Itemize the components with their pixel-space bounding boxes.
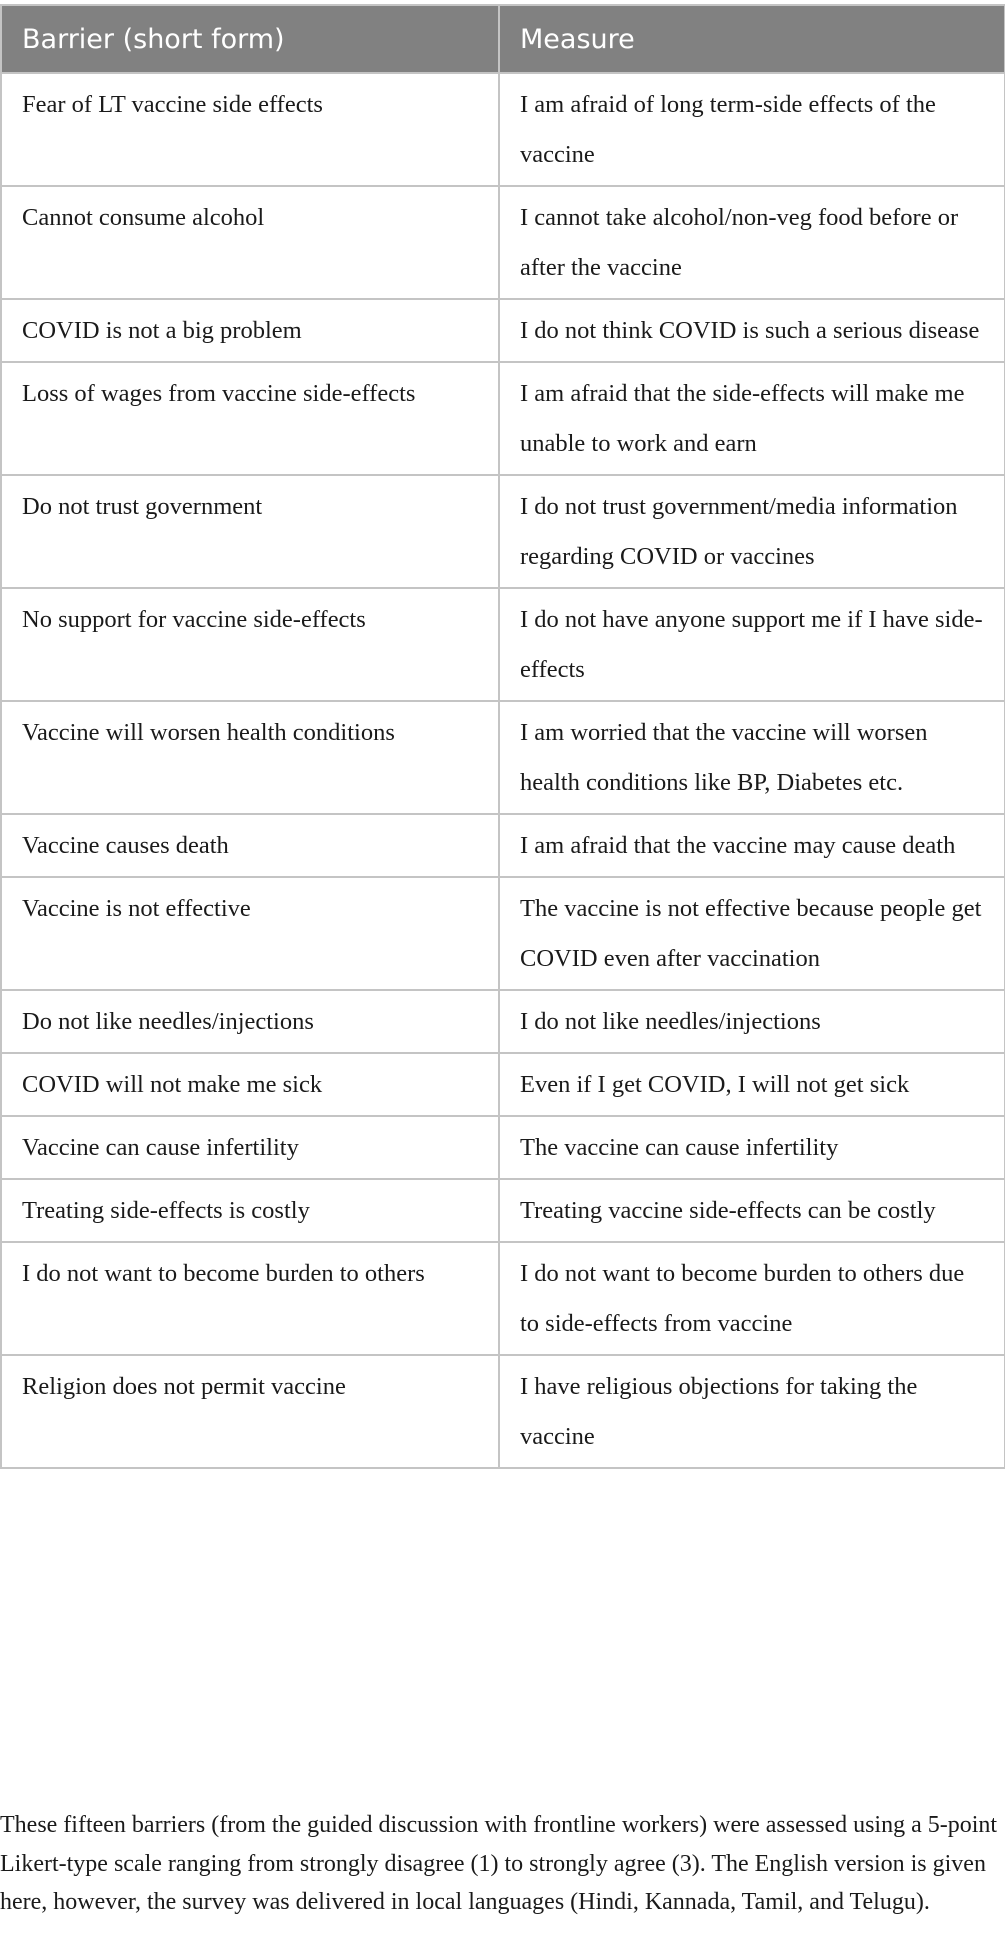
measure-cell: I do not trust government/media information regarding COVID or vaccines	[499, 475, 1005, 588]
table-row	[1, 299, 1005, 362]
table-row	[1, 814, 1005, 877]
barriers-table	[0, 4, 1005, 1469]
measure-cell: The vaccine can cause infertility	[499, 1116, 1005, 1179]
column-header-barrier: Barrier (short form)	[1, 5, 499, 73]
barrier-cell: COVID will not make me sick	[1, 1053, 499, 1116]
table-header-row	[1, 5, 1005, 73]
barrier-cell: Loss of wages from vaccine side-effects	[1, 362, 499, 475]
measure-cell: I am afraid of long term-side effects of the vaccine	[499, 73, 1005, 186]
table-row	[1, 588, 1005, 701]
measure-cell: I do not like needles/injections	[499, 990, 1005, 1053]
table-row	[1, 1179, 1005, 1242]
table-row	[1, 475, 1005, 588]
barrier-cell: Vaccine causes death	[1, 814, 499, 877]
barrier-cell: I do not want to become burden to others	[1, 1242, 499, 1355]
measure-cell: Treating vaccine side-effects can be costly	[499, 1179, 1005, 1242]
measure-cell: I am worried that the vaccine will worsen health conditions like BP, Diabetes etc.	[499, 701, 1005, 814]
barrier-cell: Fear of LT vaccine side effects	[1, 73, 499, 186]
table-row	[1, 186, 1005, 299]
measure-cell: I am afraid that the side-effects will make me unable to work and earn	[499, 362, 1005, 475]
measure-cell: Even if I get COVID, I will not get sick	[499, 1053, 1005, 1116]
table-row	[1, 362, 1005, 475]
table-row	[1, 990, 1005, 1053]
table-row	[1, 1053, 1005, 1116]
barrier-cell: Vaccine can cause infertility	[1, 1116, 499, 1179]
measure-cell: I do not have anyone support me if I have side-effects	[499, 588, 1005, 701]
measure-cell: I am afraid that the vaccine may cause death	[499, 814, 1005, 877]
barrier-cell: Do not like needles/injections	[1, 990, 499, 1053]
barrier-cell: Treating side-effects is costly	[1, 1179, 499, 1242]
barrier-cell: No support for vaccine side-effects	[1, 588, 499, 701]
measure-cell: I do not want to become burden to others due to side-effects from vaccine	[499, 1242, 1005, 1355]
measure-cell: I have religious objections for taking the vaccine	[499, 1355, 1005, 1468]
table-row	[1, 1116, 1005, 1179]
barrier-cell: Religion does not permit vaccine	[1, 1355, 499, 1468]
barrier-cell: Vaccine will worsen health conditions	[1, 701, 499, 814]
column-header-measure: Measure	[499, 5, 1005, 73]
measure-cell: I cannot take alcohol/non-veg food before or after the vaccine	[499, 186, 1005, 299]
barrier-cell: Cannot consume alcohol	[1, 186, 499, 299]
table-row	[1, 877, 1005, 990]
table-row	[1, 1242, 1005, 1355]
measure-cell: The vaccine is not effective because people get COVID even after vaccination	[499, 877, 1005, 990]
table-row	[1, 73, 1005, 186]
barrier-cell: Vaccine is not effective	[1, 877, 499, 990]
barrier-cell: COVID is not a big problem	[1, 299, 499, 362]
table-row	[1, 701, 1005, 814]
table-body	[1, 73, 1005, 1468]
barrier-cell: Do not trust government	[1, 475, 499, 588]
measure-cell: I do not think COVID is such a serious disease	[499, 299, 1005, 362]
table-row	[1, 1355, 1005, 1468]
table-footnote: These fifteen barriers (from the guided discussion with frontline workers) were assessed using a 5-point Likert-type scale ranging from strongly disagree (1) to strongly agree (3). The English version is given here, however, the survey was delivered in local languages (Hindi, Kannada, Tamil, and Telugu).	[0, 1812, 998, 1915]
